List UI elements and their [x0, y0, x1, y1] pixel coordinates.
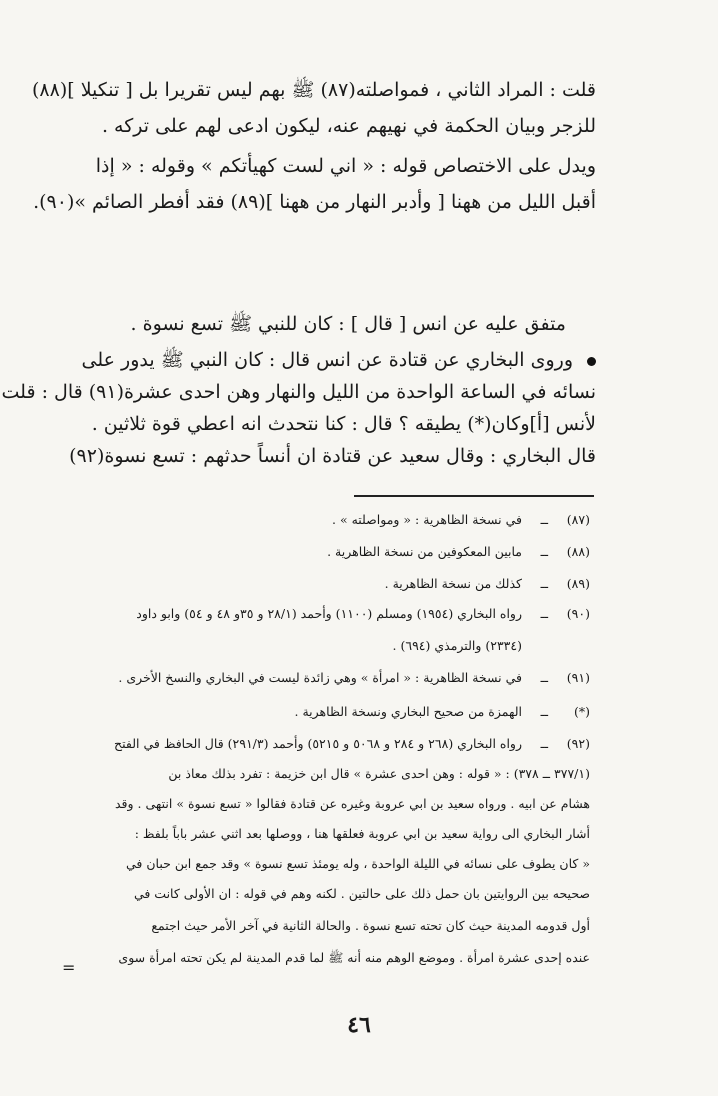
paragraph-4-line-3: لأنس [أ]وكان(*) يطيقه ؟ قال : كنا نتحدث انه اعطي قوة ثلاثين . [91, 413, 596, 435]
footnote-89 [0, 576, 718, 592]
footnote-asterisk [0, 704, 718, 720]
footnote-dash: ــ [540, 736, 548, 751]
footnote-number: (٩١) [566, 670, 590, 685]
footnote-87 [0, 512, 718, 528]
footnote-divider [354, 495, 594, 497]
footnote-92-line-7: أول قدومه المدينة حيث كان تحته تسع نسوة . والحالة الثانية في آخر الأمر حيث اجتمع [151, 918, 590, 933]
footnote-text: مابين المعكوفين من نسخة الظاهرية . [327, 544, 522, 559]
paragraph-4-line-2: نسائه في الساعة الواحدة من الليل والنهار وهن احدى عشرة(٩١) قال : قلت [1, 381, 596, 403]
bullet-icon [587, 357, 596, 366]
paragraph-4-line-1 [82, 342, 596, 378]
footnote-number: (٨٧) [566, 512, 590, 527]
footnote-92-line-3: هشام عن ابيه . ورواه سعيد بن ابي عروبة وغيره عن قتادة فقالوا « تسع نسوة » انتهى . وقد [114, 796, 590, 811]
page-number: ٤٦ [347, 1012, 371, 1038]
paragraph-4-line-4: قال البخاري : وقال سعيد عن قتادة ان أنساً حدثهم : تسع نسوة(٩٢) [69, 445, 596, 467]
footnote-text: (٢٣٣٤) والترمذي (٦٩٤) . [392, 638, 522, 653]
paragraph-4-line-1-text: وروى البخاري عن قتادة عن انس قال : كان النبي ﷺ يدور على [81, 349, 573, 371]
paragraph-2-line-2: أقبل الليل من ههنا [ وأدبر النهار من ههنا ](٨٩) فقد أفطر الصائم »(٩٠). [33, 191, 596, 213]
footnote-number: (٨٩) [566, 576, 590, 591]
footnote-92-line-5: « كان يطوف على نسائه في الليلة الواحدة ، وله يومئذ تسع نسوة » وقد جمع ابن حبان في [125, 856, 590, 871]
continuation-mark: = [62, 958, 76, 977]
footnote-number: (٨٨) [566, 544, 590, 559]
footnote-text: الهمزة من صحيح البخاري ونسخة الظاهرية . [294, 704, 522, 719]
footnote-text: في نسخة الظاهرية : « امرأة » وهي زائدة ليست في البخاري والنسخ الأخرى . [118, 670, 522, 685]
footnote-dash: ــ [540, 606, 548, 621]
footnote-92-line-6: صحيحه بين الروايتين بان حمل ذلك على حالتين . لكنه وهم في قوله : ان الأولى كانت في [133, 886, 590, 901]
paragraph-2-line-1: ويدل على الاختصاص قوله : « اني لست كهيأتكم » وقوله : « إذا [95, 155, 596, 177]
paragraph-1-line-1: قلت : المراد الثاني ، فمواصلته(٨٧) ﷺ بهم ليس تقريرا بل [ تنكيلا ](٨٨) [32, 79, 596, 101]
footnote-number: (*) [573, 704, 590, 719]
footnote-dash: ــ [540, 544, 548, 559]
paragraph-1-line-2: للزجر وبيان الحكمة في نهيهم عنه، ليكون ادعى لهم على تركه . [101, 115, 596, 137]
footnote-text: رواه البخاري (٢٦٨ و ٢٨٤ و ٥٠٦٨ و ٥٢١٥) وأحمد (٢٩١/٣) قال الحافظ في الفتح [114, 736, 522, 751]
footnote-92 [0, 736, 718, 752]
footnote-dash: ــ [540, 704, 548, 719]
footnote-92-line-8: عنده إحدى عشرة امرأة . وموضع الوهم منه أنه ﷺ لما قدم المدينة لم يكن تحته امرأة سوى [118, 950, 590, 965]
footnote-number: (٩٠) [566, 606, 590, 621]
footnote-text: في نسخة الظاهرية : « ومواصلته » . [332, 512, 522, 527]
footnote-text: كذلك من نسخة الظاهرية . [384, 576, 522, 591]
footnote-90 [0, 606, 718, 622]
footnote-text: رواه البخاري (١٩٥٤) ومسلم (١١٠٠) وأحمد (٢٨/١ و ٣٥و ٤٨ و ٥٤) وابو داود [136, 606, 522, 621]
footnote-90-continuation [0, 638, 718, 654]
footnote-dash: ــ [540, 576, 548, 591]
footnote-number: (٩٢) [566, 736, 590, 751]
footnote-91 [0, 670, 718, 686]
footnote-92-line-2: (٣٧٧/١ ــ ٣٧٨) : « قوله : وهن احدى عشرة » قال ابن خزيمة : تفرد بذلك معاذ بن [168, 766, 590, 781]
footnote-dash: ــ [540, 670, 548, 685]
footnote-88 [0, 544, 718, 560]
footnote-92-line-4: أشار البخاري الى رواية سعيد بن ابي عروبة فعلقها هنا ، ووصلها بعد اثني عشر باباً بلفظ : [134, 826, 590, 841]
footnote-dash: ــ [540, 512, 548, 527]
paragraph-3: متفق عليه عن انس [ قال ] : كان للنبي ﷺ تسع نسوة . [130, 313, 566, 335]
